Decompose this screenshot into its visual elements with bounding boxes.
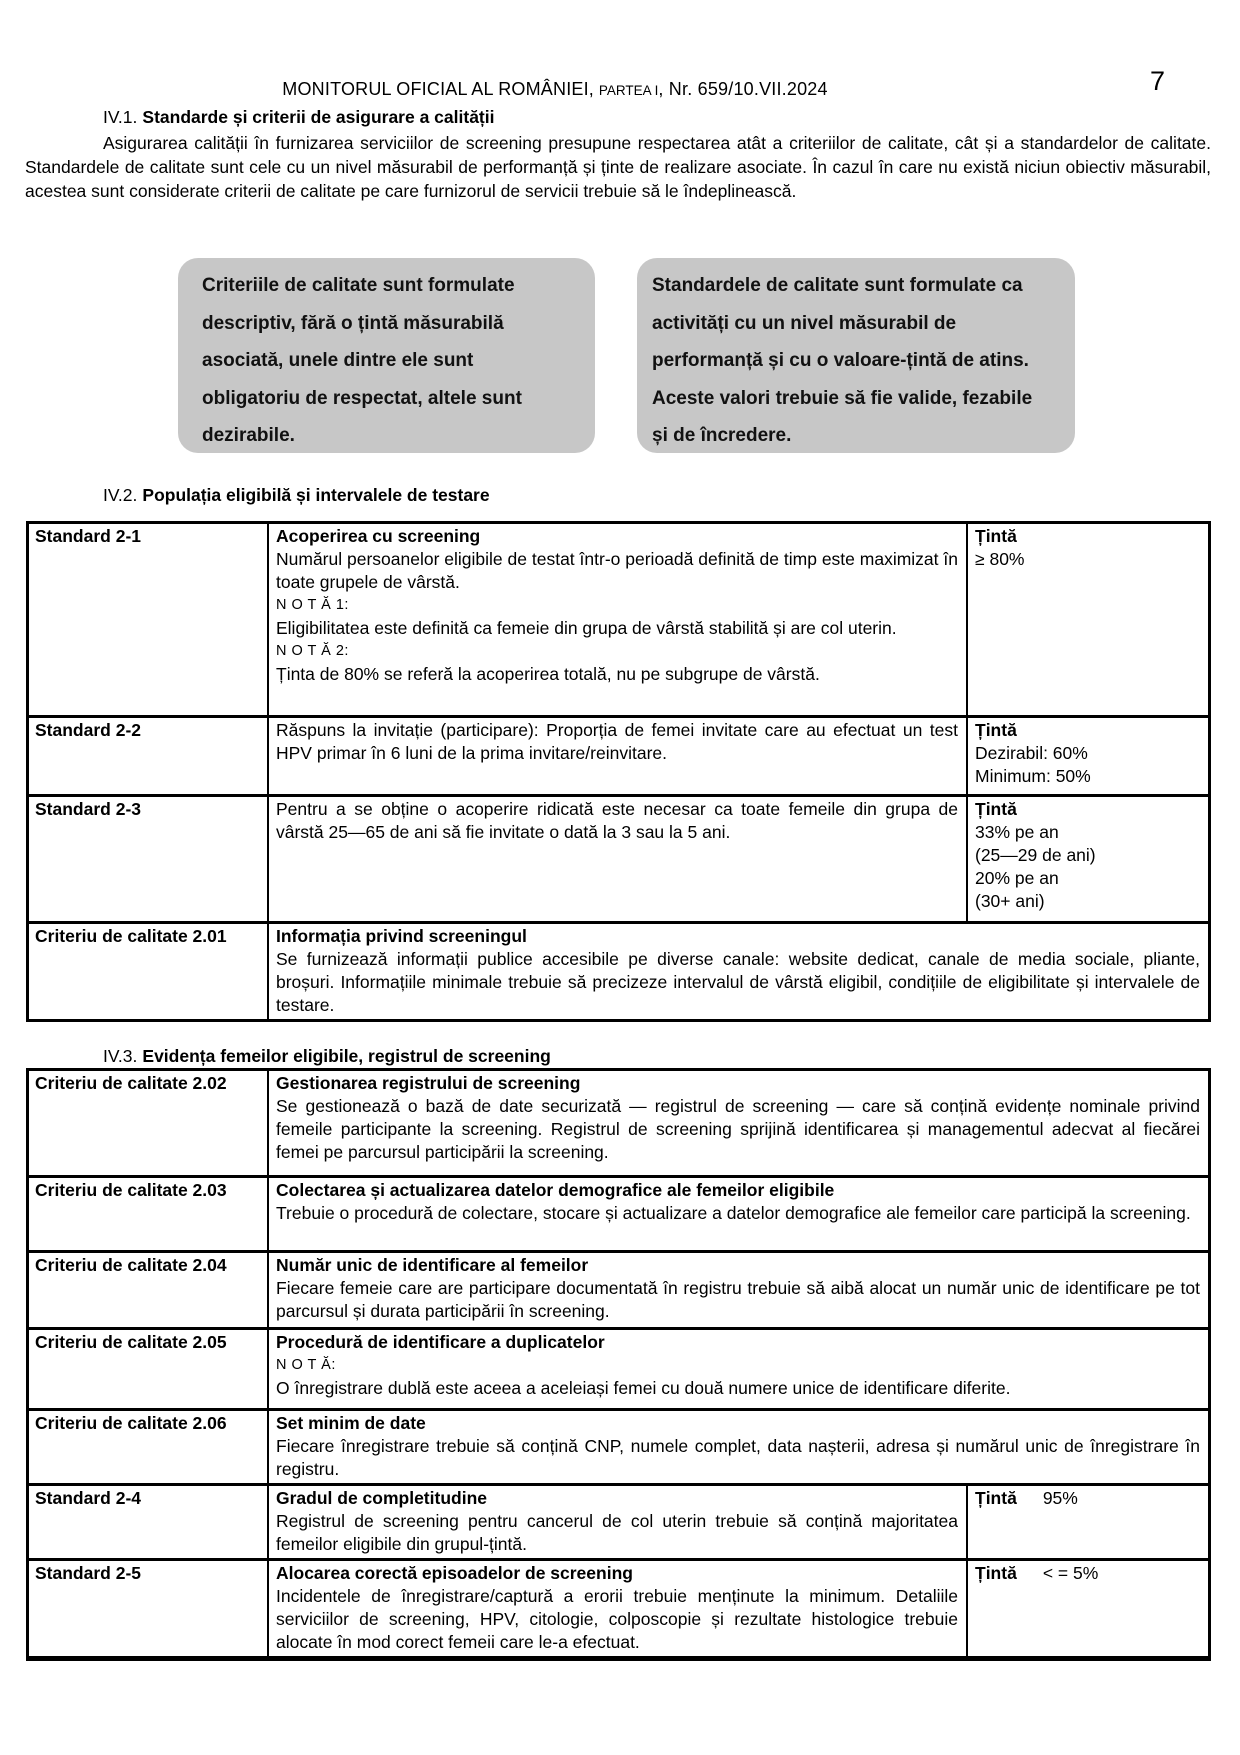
gazette-issue: , Nr. 659/10.VII.2024 [658,79,828,99]
section-heading-iv2 [25,484,1211,507]
section-title: Standarde și criterii de asigurare a calității [142,107,495,127]
target-value: 95% [1042,1488,1078,1508]
row-target-cell [966,1486,1208,1558]
gazette-part: PARTEA I [598,83,659,98]
callout-line: dezirabile. [202,425,295,446]
target-value: 33% pe an [975,822,1059,842]
table-row [29,715,1208,794]
row-label-cell: Criteriu de calitate 2.03 [29,1178,269,1250]
content-text: Eligibilitatea este definită ca femeie din grupa de vârstă stabilită și are col uterin. [276,618,897,638]
callout-line: activități cu un nivel măsurabil de [652,312,957,334]
table-row [29,794,1208,921]
target-value: (25—29 de ani) [975,845,1096,865]
content-title: Acoperirea cu screening [276,526,481,546]
callout-standards [637,258,1075,453]
quality-table-population [26,521,1211,1022]
row-content-cell [269,1178,1208,1250]
content-text: Fiecare femeie care are participare documentată în registru trebuie să aibă alocat un număr unic de identificare pe tot parcursul și durata participării în screening. [276,1278,1200,1321]
callout-line: asociată, unele dintre ele sunt [202,350,474,371]
callout-line: și de încredere. [652,425,792,446]
row-label-cell: Criteriu de calitate 2.02 [29,1071,269,1175]
callout-line: Criteriile de calitate sunt formulate [202,275,515,296]
row-content-cell [269,1486,966,1558]
table-row [29,921,1208,1019]
callout-line: performanță și cu o valoare-țintă de atins. [652,350,1029,371]
callout-line: obligatoriu de respectat, altele sunt [202,387,522,409]
table-row [29,1483,1208,1558]
row-label-cell: Standard 2-3 [29,797,269,921]
content-text: Trebuie o procedură de colectare, stocare și actualizare a datelor demografice ale femeilor care participă la screening. [276,1203,1191,1223]
table-row [29,1175,1208,1250]
content-text: Registrul de screening pentru cancerul de col uterin trebuie să conțină majoritatea femeilor eligibile din grupul-țintă. [276,1511,958,1554]
content-text: Răspuns la invitație (participare): Proporția de femei invitate care au efectuat un test HPV primar în 6 luni de la prima invitare/reinvitare. [276,720,958,763]
row-content-cell [269,1071,1208,1175]
intro-paragraph: Asigurarea calității în furnizarea serviciilor de screening presupune respectarea atât a criteriilor de calitate, cât și a standardelor de calitate. Standardele de calitate sunt cele cu un nivel măsurabil de performanță și ținte de realizare asociate. În cazul în care nu există niciun obiectiv măsurabil, acestea sunt considerate criterii de calitate pe care furnizorul de servicii trebuie să le îndeplinească. [25,133,1211,201]
row-label-cell: Criteriu de calitate 2.06 [29,1411,269,1483]
row-label-cell: Criteriu de calitate 2.01 [29,924,269,1019]
section-number: IV.1. [103,107,138,127]
page-number: 7 [1150,66,1166,96]
callout-line: Aceste valori trebuie să fie valide, fezabile [652,387,1033,409]
table-row [29,1327,1208,1408]
target-value: Minimum: 50% [975,766,1091,786]
row-label-cell: Standard 2-5 [29,1561,269,1656]
callout-line: descriptiv, fără o țintă măsurabilă [202,312,504,334]
target-value: (30+ ani) [975,891,1045,911]
target-heading: Țintă [975,799,1017,819]
row-content-cell [269,1411,1208,1483]
note-label: N O T Ă 2: [276,643,349,659]
table-row [29,1558,1208,1656]
content-title: Alocarea corectă episoadelor de screening [276,1563,633,1583]
row-content-cell [269,1561,966,1656]
target-heading: Țintă [975,1488,1017,1508]
row-content-cell [269,524,966,715]
section-number: IV.2. [103,485,138,505]
table-row [29,1408,1208,1483]
content-text: Numărul persoanelor eligibile de testat într-o perioadă definită de timp este maximizat în toate grupele de vârstă. [276,549,958,592]
callout-line: Standardele de calitate sunt formulate ca [652,275,1023,296]
section-heading-iv3 [25,1045,1211,1068]
table-row [29,1071,1208,1175]
quality-table-registry [26,1068,1211,1661]
target-heading: Țintă [975,526,1017,546]
target-heading: Țintă [975,720,1017,740]
content-title: Procedură de identificare a duplicatelor [276,1332,605,1352]
section-number: IV.3. [103,1046,138,1066]
row-target-cell [966,718,1208,794]
content-title: Gestionarea registrului de screening [276,1073,581,1093]
note-label: N O T Ă 1: [276,597,349,613]
row-label-cell: Criteriu de calitate 2.05 [29,1330,269,1408]
row-label-cell: Standard 2-2 [29,718,269,794]
row-target-cell [966,1561,1208,1656]
row-label-cell: Criteriu de calitate 2.04 [29,1253,269,1327]
row-label-cell: Standard 2-1 [29,524,269,715]
target-value: 20% pe an [975,868,1059,888]
callout-criteria [178,258,595,453]
row-content-cell [269,718,966,794]
content-text: Pentru a se obține o acoperire ridicată este necesar ca toate femeile din grupa de vârstă 25—65 de ani să fie invitate o dată la 3 sau la 5 ani. [276,799,958,842]
table-row [29,1250,1208,1327]
gazette-title: MONITORUL OFICIAL AL ROMÂNIEI, [282,79,594,99]
row-content-cell [269,924,1208,1019]
content-title: Colectarea și actualizarea datelor demografice ale femeilor eligibile [276,1180,835,1200]
content-text: Fiecare înregistrare trebuie să conțină CNP, numele complet, data nașterii, adresa și numărul unic de înregistrare în registru. [276,1436,1200,1479]
section-title: Populația eligibilă și intervalele de testare [142,485,490,505]
row-content-cell [269,1330,1208,1408]
row-content-cell [269,797,966,921]
content-title: Număr unic de identificare al femeilor [276,1255,589,1275]
content-text: O înregistrare dublă este aceea a aceleiași femei cu două numere unice de identificare diferite. [276,1378,1011,1398]
content-title: Gradul de completitudine [276,1488,487,1508]
target-value: < = 5% [1042,1563,1099,1583]
content-text: Se gestionează o bază de date securizată — registrul de screening — care să conțină evidențe nominale privind femeile participante la screening. Registrul de screening sprijină identificarea și managementul adecvat al fiecărei femei pe parcursul participării la screening. [276,1096,1200,1162]
content-text: Se furnizează informații publice accesibile pe diverse canale: website dedicat, canale de media sociale, pliante, broșuri. Informațiile minimale trebuie să precizeze intervalul de vârstă eligibil, condițiile de eligibilitate și intervalele de testare. [276,949,1200,1015]
page-header [0,78,1110,102]
section-heading-iv1 [25,106,1211,129]
content-text: Ținta de 80% se referă la acoperirea totală, nu pe subgrupe de vârstă. [276,664,820,684]
note-label: N O T Ă: [276,1357,336,1373]
content-title: Set minim de date [276,1413,426,1433]
content-text: Incidentele de înregistrare/captură a erorii trebuie menținute la minimum. Detaliile serviciilor de screening, HPV, citologie, colposcopie și rezultate histologice trebuie alocate în mod corect femeii care le-a efectuat. [276,1586,958,1652]
target-value: Dezirabil: 60% [975,743,1088,763]
table-row [29,524,1208,715]
row-target-cell [966,524,1208,715]
content-title: Informația privind screeningul [276,926,527,946]
row-content-cell [269,1253,1208,1327]
section-title: Evidența femeilor eligibile, registrul de screening [142,1046,551,1066]
row-label-cell: Standard 2-4 [29,1486,269,1558]
row-target-cell [966,797,1208,921]
target-value: ≥ 80% [975,549,1025,569]
target-heading: Țintă [975,1563,1017,1583]
